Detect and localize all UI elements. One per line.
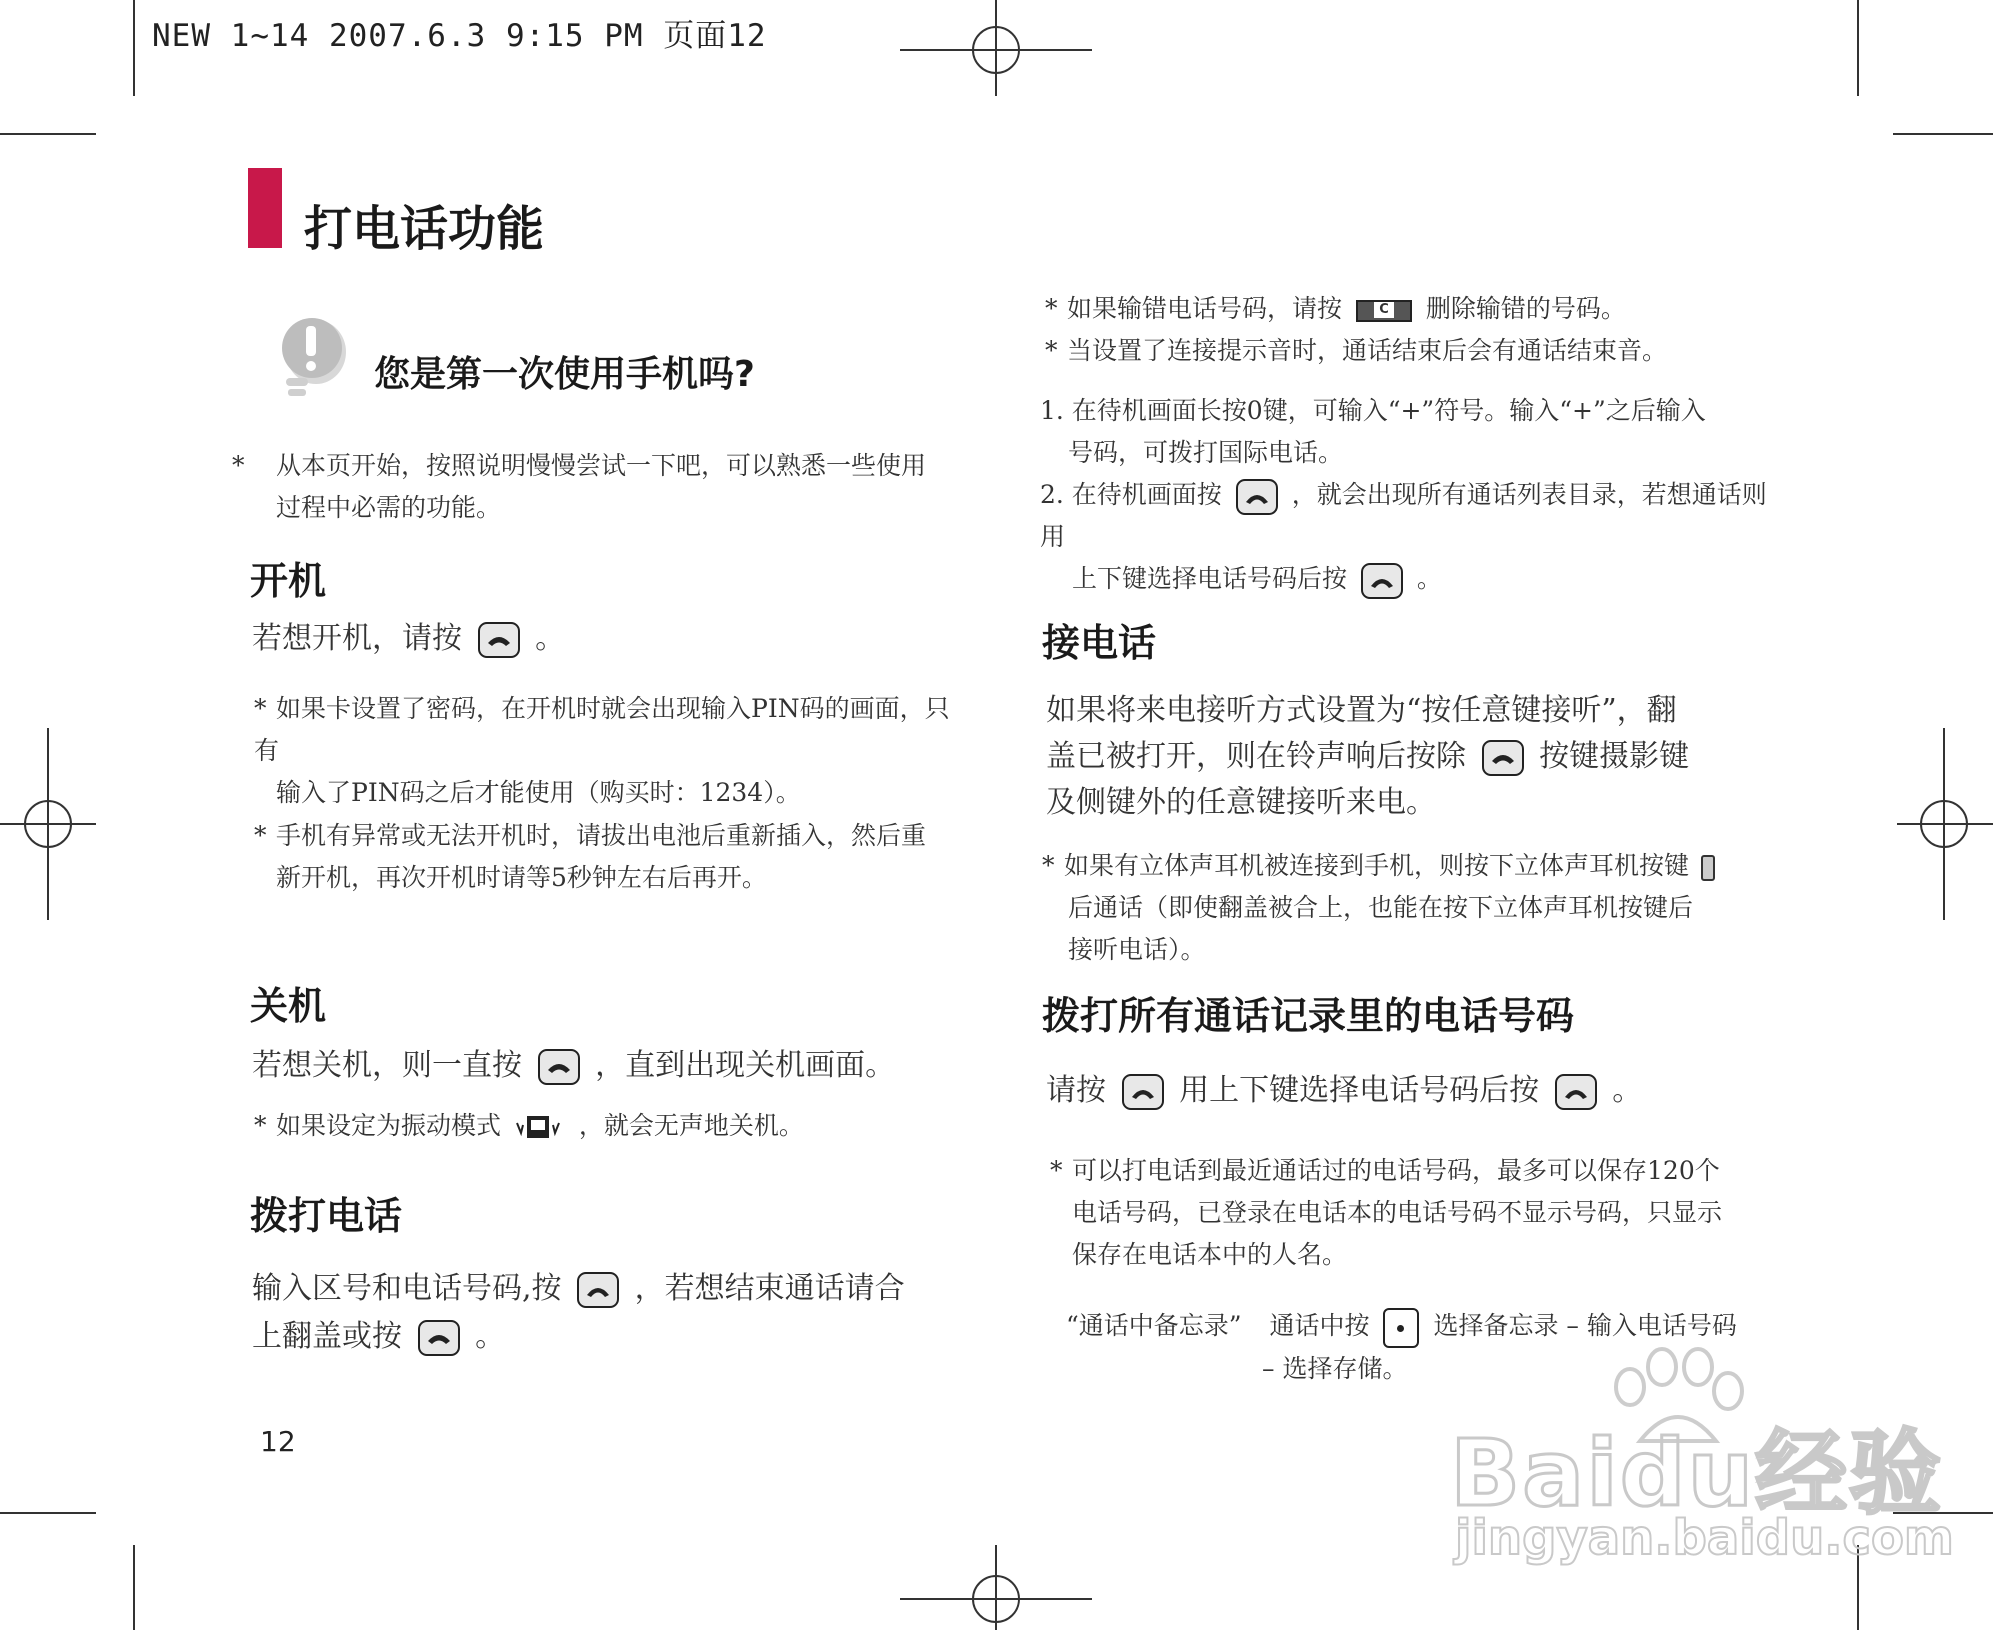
power-on-note-restart: * 手机有异常或无法开机时，请拔出电池后重新插入，然后重 新开机，再次开机时请等5秒钟左右后再开。 [254,821,927,892]
end-key-icon [1482,740,1524,776]
dial-heading: 拨打电话 [250,1194,403,1238]
intro-note: * 从本页开始，按照说明慢慢尝试一下吧，可以熟悉一些使用 过程中必需的功能。 [232,451,927,522]
print-header-info: NEW 1~14 2007.6.3 9:15 PM 页面12 [152,18,767,54]
menu-key-icon [1383,1308,1419,1348]
dial-text: 输入区号和电话号码,按 ，若想结束通话请合 上翻盖或按 。 [252,1271,905,1354]
title-accent-bar [248,168,282,248]
page-title: 打电话功能 [304,201,545,257]
send-key-icon [577,1272,619,1308]
crop-mark [0,133,96,135]
crop-mark [133,0,135,96]
memo-instruction: “通话中备忘录” 通话中按 选择备忘录 – 输入电话号码 – 选择存储。 [1066,1305,1786,1390]
send-key-icon [1236,479,1278,515]
power-off-heading: 关机 [250,984,327,1028]
send-key-icon [1361,563,1403,599]
clear-key-note: * 如果输错电话号码，请按 C 删除输错的号码。 [1045,294,1626,323]
power-on-heading: 开机 [250,559,327,603]
headset-note: * 如果有立体声耳机被连接到手机，则按下立体声耳机按键 后通话（即使翻盖被合上，也能在按下立体声耳机按键后 接听电话）。 [1042,845,1782,971]
power-off-note: * 如果设定为振动模式 ，就会无声地关机。 [254,1105,974,1147]
call-list-item: 2. 在待机画面按 ，就会出现所有通话列表目录，若想通话则用 上下键选择电话号码后按 。 [1040,474,1780,600]
crop-mark [1893,133,1993,135]
intro-heading: 您是第一次使用手机吗? [374,354,755,395]
power-off-text: 若想关机，则一直按 ，直到出现关机画面。 [252,1048,896,1083]
international-call-item: 1. 在待机画面长按0键，可输入“+”符号。输入“+”之后输入 号码，可拨打国际电话。 [1040,396,1706,467]
end-key-icon [538,1049,580,1085]
call-log-heading: 拨打所有通话记录里的电话号码 [1042,994,1575,1038]
call-log-text: 请按 用上下键选择电话号码后按 。 [1046,1073,1643,1108]
end-key-icon [418,1320,460,1356]
crop-mark [0,1512,96,1514]
crop-mark [1857,0,1859,96]
power-on-text: 若想开机，请按 。 [252,621,566,656]
call-end-tone-note: * 当设置了连接提示音时，通话结束后会有通话结束音。 [1045,336,1668,365]
vibrate-mode-icon [513,1113,567,1143]
crop-mark [133,1545,135,1630]
answer-heading: 接电话 [1042,621,1157,665]
page-number: 12 [260,1425,296,1458]
send-key-icon [1122,1074,1164,1110]
clear-key-icon: C [1356,300,1412,322]
answer-text: 如果将来电接听方式设置为“按任意键接听”，翻 盖已被打开，则在铃声响后按除 按键摄影键 及侧键外的任意键接听来电。 [1046,693,1690,820]
call-log-note: * 可以打电话到最近通话过的电话号码，最多可以保存120个 电话号码，已登录在电话本的电话号码不显示号码，只显示 保存在电话本中的人名。 [1050,1156,1723,1269]
end-key-icon [478,622,520,658]
watermark-url: jingyan.baidu.com [1455,1510,1954,1566]
power-on-note-pin: * 如果卡设置了密码，在开机时就会出现输入PIN码的画面，只有 输入了PIN码之后才能使用（购买时：1234）。 [254,694,950,807]
watermark-logo: Baidu经验 [1450,1420,1944,1527]
headset-key-icon [1701,855,1715,881]
send-key-icon [1555,1074,1597,1110]
exclamation-bulb-icon [272,316,352,410]
